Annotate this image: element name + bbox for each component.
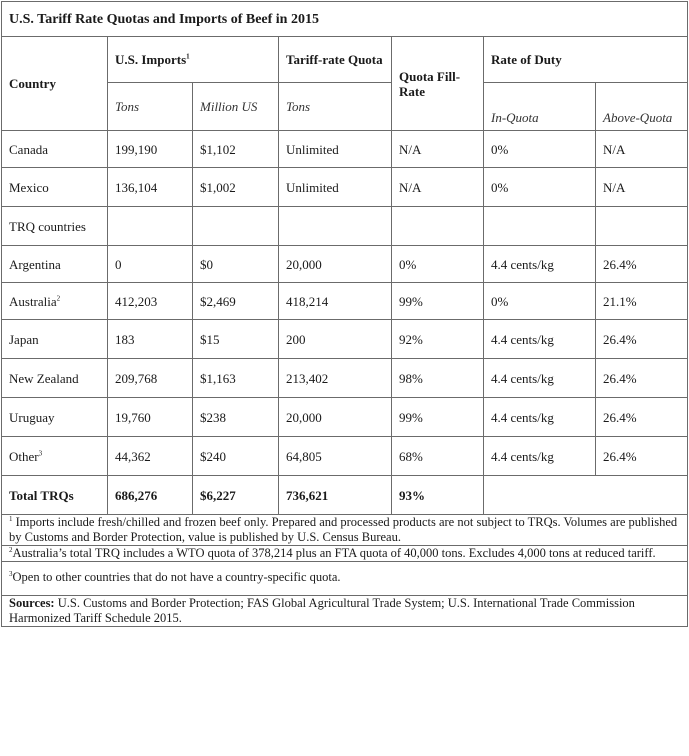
total-usd: $6,227 bbox=[193, 476, 279, 515]
tons-cell: 136,104 bbox=[108, 168, 193, 207]
subheader-trq-tons: Tons bbox=[279, 83, 392, 131]
usd-cell: $15 bbox=[193, 320, 279, 359]
tons-cell: 199,190 bbox=[108, 131, 193, 168]
total-empty-cell bbox=[484, 476, 688, 515]
in-quota-cell: 4.4 cents/kg bbox=[484, 398, 596, 437]
above-quota-cell: N/A bbox=[596, 131, 688, 168]
tariff-table bbox=[1, 1, 688, 627]
table-row bbox=[2, 207, 688, 246]
header-rate-of-duty: Rate of Duty bbox=[484, 37, 688, 83]
in-quota-cell: 4.4 cents/kg bbox=[484, 359, 596, 398]
above-quota-cell: 26.4% bbox=[596, 359, 688, 398]
tons-cell: 183 bbox=[108, 320, 193, 359]
table-row bbox=[2, 246, 688, 283]
table-row bbox=[2, 437, 688, 476]
header-country: Country bbox=[2, 37, 108, 131]
in-quota-cell: 0% bbox=[484, 168, 596, 207]
quota-cell: 20,000 bbox=[279, 246, 392, 283]
in-quota-cell: 0% bbox=[484, 131, 596, 168]
above-quota-cell: 26.4% bbox=[596, 246, 688, 283]
in-quota-cell: 0% bbox=[484, 283, 596, 320]
header-imports: U.S. Imports$^1$ bbox=[108, 37, 279, 83]
above-quota-cell: 26.4% bbox=[596, 320, 688, 359]
sources-note bbox=[2, 596, 688, 627]
tons-cell bbox=[108, 207, 193, 246]
in-quota-cell bbox=[484, 207, 596, 246]
quota-cell: 200 bbox=[279, 320, 392, 359]
in-quota-cell: 4.4 cents/kg bbox=[484, 246, 596, 283]
quota-cell: 213,402 bbox=[279, 359, 392, 398]
tons-cell: 209,768 bbox=[108, 359, 193, 398]
usd-cell: $1,002 bbox=[193, 168, 279, 207]
fill-rate-cell: 99% bbox=[392, 398, 484, 437]
country-cell: Mexico bbox=[2, 168, 108, 207]
quota-cell bbox=[279, 207, 392, 246]
country-cell: Japan bbox=[2, 320, 108, 359]
quota-cell: 418,214 bbox=[279, 283, 392, 320]
country-cell: Australia$^2$ bbox=[2, 283, 108, 320]
fill-rate-cell: 92% bbox=[392, 320, 484, 359]
fill-rate-cell: 68% bbox=[392, 437, 484, 476]
subheader-in-quota: In-Quota bbox=[484, 83, 596, 131]
total-fill-rate: 93% bbox=[392, 476, 484, 515]
country-cell: New Zealand bbox=[2, 359, 108, 398]
above-quota-cell: 26.4% bbox=[596, 437, 688, 476]
above-quota-cell bbox=[596, 207, 688, 246]
above-quota-cell: 21.1% bbox=[596, 283, 688, 320]
above-quota-cell: 26.4% bbox=[596, 398, 688, 437]
country-cell: TRQ countries bbox=[2, 207, 108, 246]
usd-cell bbox=[193, 207, 279, 246]
subheader-above-quota: Above-Quota bbox=[596, 83, 688, 131]
usd-cell: $238 bbox=[193, 398, 279, 437]
quota-cell: Unlimited bbox=[279, 131, 392, 168]
tons-cell: 0 bbox=[108, 246, 193, 283]
in-quota-cell: 4.4 cents/kg bbox=[484, 437, 596, 476]
table-row bbox=[2, 168, 688, 207]
usd-cell: $240 bbox=[193, 437, 279, 476]
fill-rate-cell bbox=[392, 207, 484, 246]
header-trq: Tariff-rate Quota bbox=[279, 37, 392, 83]
sources-text: U.S. Customs and Border Protection; FAS Global Agricultural Trade System; U.S. International Trade Commission Harmonized Tariff Schedule 2015. bbox=[9, 596, 635, 625]
quota-cell: 64,805 bbox=[279, 437, 392, 476]
table-row bbox=[2, 131, 688, 168]
fill-rate-cell: 99% bbox=[392, 283, 484, 320]
subheader-million-us: Million US bbox=[193, 83, 279, 131]
table-row bbox=[2, 320, 688, 359]
tons-cell: 412,203 bbox=[108, 283, 193, 320]
above-quota-cell: N/A bbox=[596, 168, 688, 207]
footnote-1: $^1$ Imports include fresh/chilled and frozen beef only. Prepared and processed products are not subject to TRQs. Volumes are published by Customs and Border Protection, value is published by U.S. Census Bureau. bbox=[2, 515, 688, 546]
tons-cell: 19,760 bbox=[108, 398, 193, 437]
usd-cell: $1,102 bbox=[193, 131, 279, 168]
total-tons: 686,276 bbox=[108, 476, 193, 515]
header-fill-rate: Quota Fill-Rate bbox=[392, 37, 484, 131]
footnote-2: $^2$Australia’s total TRQ includes a WTO quota of 378,214 plus an FTA quota of 40,000 tons. Excludes 4,000 tons at reduced tariff. bbox=[2, 546, 688, 562]
quota-cell: 20,000 bbox=[279, 398, 392, 437]
country-cell: Canada bbox=[2, 131, 108, 168]
table-row bbox=[2, 398, 688, 437]
in-quota-cell: 4.4 cents/kg bbox=[484, 320, 596, 359]
total-label: Total TRQs bbox=[2, 476, 108, 515]
fill-rate-cell: N/A bbox=[392, 131, 484, 168]
usd-cell: $0 bbox=[193, 246, 279, 283]
total-quota: 736,621 bbox=[279, 476, 392, 515]
footnote-3: $^3$Open to other countries that do not have a country-specific quota. bbox=[2, 562, 688, 596]
subheader-tons: Tons bbox=[108, 83, 193, 131]
country-cell: Other$^3$ bbox=[2, 437, 108, 476]
usd-cell: $1,163 bbox=[193, 359, 279, 398]
country-cell: Argentina bbox=[2, 246, 108, 283]
sources-label: Sources: bbox=[9, 596, 55, 610]
total-row bbox=[2, 476, 688, 515]
usd-cell: $2,469 bbox=[193, 283, 279, 320]
quota-cell: Unlimited bbox=[279, 168, 392, 207]
tons-cell: 44,362 bbox=[108, 437, 193, 476]
fill-rate-cell: N/A bbox=[392, 168, 484, 207]
fill-rate-cell: 0% bbox=[392, 246, 484, 283]
fill-rate-cell: 98% bbox=[392, 359, 484, 398]
table-row bbox=[2, 359, 688, 398]
table-title: U.S. Tariff Rate Quotas and Imports of Beef in 2015 bbox=[2, 2, 688, 37]
table-row bbox=[2, 283, 688, 320]
country-cell: Uruguay bbox=[2, 398, 108, 437]
